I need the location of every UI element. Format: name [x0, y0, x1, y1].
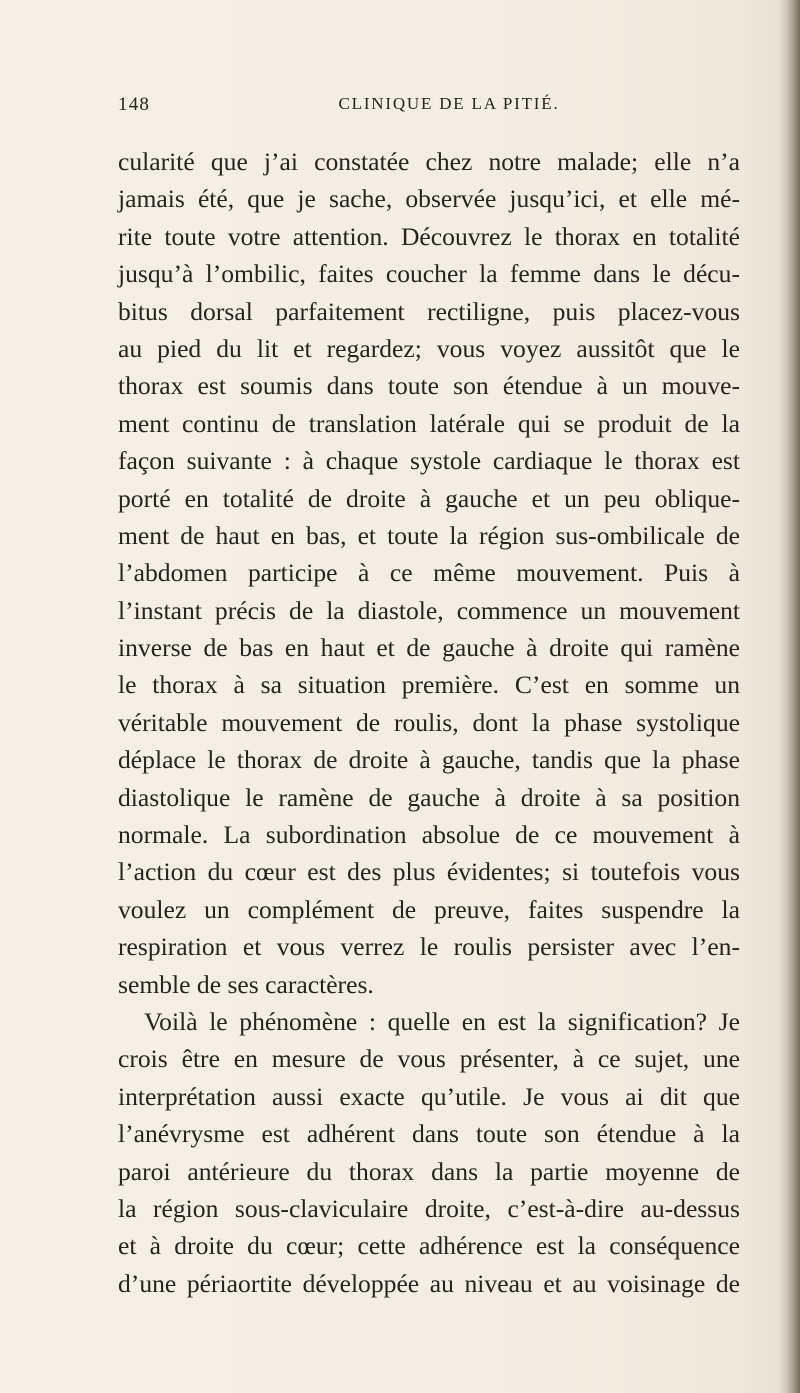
body-text — [118, 143, 740, 1302]
text-line: l’abdomen participe à ce même mouvement. Puis à — [118, 558, 740, 588]
text-line: au pied du lit et regardez; vous voyez aussitôt que le — [118, 333, 740, 363]
text-line: rite toute votre attention. Découvrez le thorax en totalité — [118, 221, 740, 251]
text-line-paragraph-start: Voilà le phénomène : quelle en est la signification? Je — [144, 1006, 740, 1036]
text-line-paragraph-end: semble de ses caractères. — [118, 969, 374, 999]
text-line: bitus dorsal parfaitement rectiligne, puis placez-vous — [118, 296, 740, 326]
text-line: jamais été, que je sache, observée jusqu’ici, et elle mé- — [118, 184, 740, 214]
text-line: crois être en mesure de vous présenter, à ce sujet, une — [118, 1044, 740, 1074]
text-line: jusqu’à l’ombilic, faites coucher la femme dans le décu- — [118, 259, 740, 289]
page-number: 148 — [118, 94, 151, 115]
text-line: ment de haut en bas, et toute la région sus-ombilicale de — [118, 520, 740, 550]
text-line: l’action du cœur est des plus évidentes; si toutefois vous — [118, 857, 740, 887]
text-line: diastolique le ramène de gauche à droite à sa position — [118, 782, 740, 812]
text-line: paroi antérieure du thorax dans la partie moyenne de — [118, 1156, 740, 1186]
text-line: thorax est soumis dans toute son étendue à un mouve- — [118, 371, 740, 401]
text-line: d’une périaortite développée au niveau et au voisinage de — [118, 1268, 740, 1298]
text-line: voulez un complément de preuve, faites suspendre la — [118, 894, 740, 924]
text-line: et à droite du cœur; cette adhérence est la conséquence — [118, 1231, 740, 1261]
text-line: l’instant précis de la diastole, commence un mouvement — [118, 595, 740, 625]
text-line: interprétation aussi exacte qu’utile. Je vous ai dit que — [118, 1081, 740, 1111]
text-line: façon suivante : à chaque systole cardiaque le thorax est — [118, 446, 740, 476]
text-line: ment continu de translation latérale qui se produit de la — [118, 408, 740, 438]
text-line: respiration et vous verrez le roulis persister avec l’en- — [118, 932, 740, 962]
text-line: cularité que j’ai constatée chez notre malade; elle n’a — [118, 147, 740, 176]
text-line: porté en totalité de droite à gauche et un peu oblique- — [118, 483, 740, 513]
running-title: CLINIQUE DE LA PITIÉ. — [338, 94, 560, 113]
text-line: normale. La subordination absolue de ce mouvement à — [118, 820, 740, 850]
text-line: véritable mouvement de roulis, dont la phase systolique — [118, 707, 740, 737]
page-gutter-shadow — [778, 0, 800, 1393]
text-line: inverse de bas en haut et de gauche à droite qui ramène — [118, 633, 740, 663]
text-line: la région sous-claviculaire droite, c’est-à-dire au-dessus — [118, 1193, 740, 1223]
text-line: déplace le thorax de droite à gauche, tandis que la phase — [118, 745, 740, 775]
running-header — [118, 94, 740, 118]
text-line: l’anévrysme est adhérent dans toute son étendue à la — [118, 1119, 740, 1149]
text-line: le thorax à sa situation première. C’est en somme un — [118, 670, 740, 700]
